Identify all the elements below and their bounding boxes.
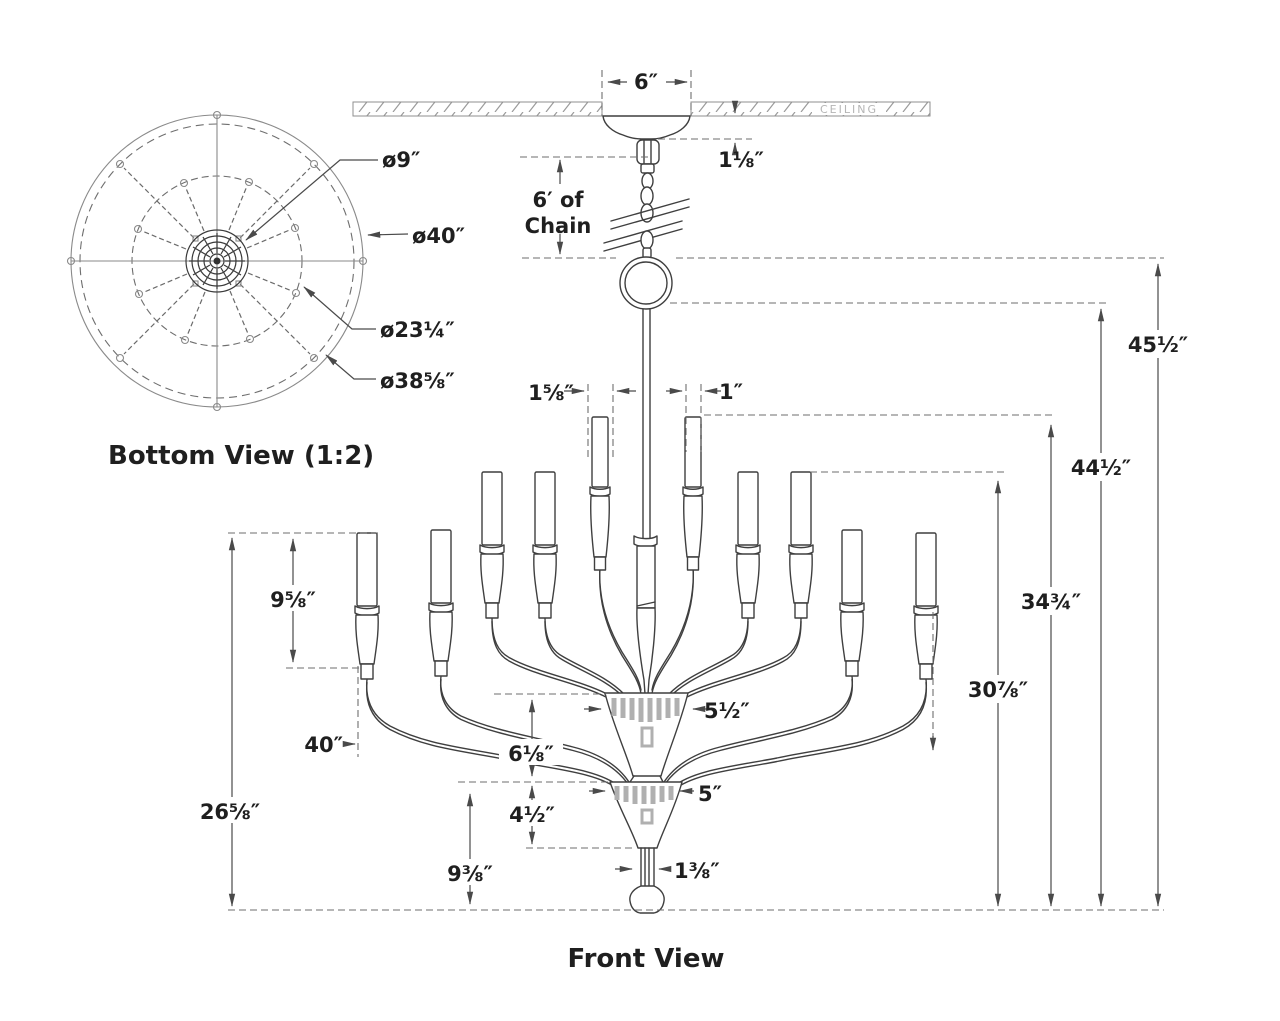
hanging-ring bbox=[620, 257, 672, 309]
dim-cup-gap: 6⅛″ bbox=[508, 742, 554, 766]
dim-height-below-ring: 44½″ bbox=[1070, 456, 1132, 480]
front-view bbox=[194, 70, 1196, 974]
canopy-and-chain bbox=[603, 116, 690, 538]
front-view-title: Front View bbox=[567, 944, 725, 974]
center-rod bbox=[643, 309, 650, 538]
bottom-finial bbox=[630, 848, 664, 913]
dim-lower-cup-height: 4½″ bbox=[509, 803, 555, 827]
center-hub bbox=[186, 230, 248, 292]
dim-upper-cup-width: 5½″ bbox=[704, 699, 750, 723]
dim-overall-diameter: ø40″ bbox=[412, 224, 466, 248]
dim-overall-height: 45½″ bbox=[1127, 333, 1189, 357]
dim-small-candle-diameter: 1″ bbox=[719, 380, 743, 404]
chain-with-break bbox=[604, 187, 689, 258]
dim-inner-ring-diameter: ø23¼″ bbox=[380, 318, 455, 342]
center-candle bbox=[634, 536, 657, 694]
dim-canopy-height: 1⅛″ bbox=[718, 148, 764, 172]
chain-label-line1: 6′ of bbox=[532, 188, 584, 212]
dim-arm-span: 40″ bbox=[304, 733, 343, 757]
chain-label-line2: Chain bbox=[524, 214, 592, 238]
dim-stem-width: 1⅜″ bbox=[674, 859, 720, 883]
dim-lower-cup-width: 5″ bbox=[698, 782, 722, 806]
ceiling-band bbox=[353, 102, 930, 116]
dim-arm-ring-diameter: ø38⅝″ bbox=[380, 369, 455, 393]
bottom-view-leaders bbox=[246, 160, 408, 379]
bottom-view-title: Bottom View (1:2) bbox=[108, 441, 375, 471]
lower-cup bbox=[610, 782, 682, 848]
chandelier-body bbox=[355, 417, 938, 913]
dim-hub-diameter: ø9″ bbox=[382, 148, 421, 172]
ceiling-label: CEILING bbox=[820, 103, 878, 116]
dim-canopy-width: 6″ bbox=[634, 70, 658, 94]
dim-body-height: 26⅝″ bbox=[199, 800, 261, 824]
dim-height-upper-candles: 30⅞″ bbox=[967, 678, 1029, 702]
bottom-view bbox=[68, 112, 466, 472]
dim-large-candle-diameter: 1⅝″ bbox=[528, 381, 574, 405]
dim-candle-height: 9⅝″ bbox=[270, 588, 316, 612]
dim-height-tall-candles: 34¾″ bbox=[1020, 590, 1082, 614]
canopy bbox=[603, 116, 690, 139]
dim-bottom-drop: 9⅜″ bbox=[447, 862, 493, 886]
loop-screw bbox=[637, 140, 659, 189]
